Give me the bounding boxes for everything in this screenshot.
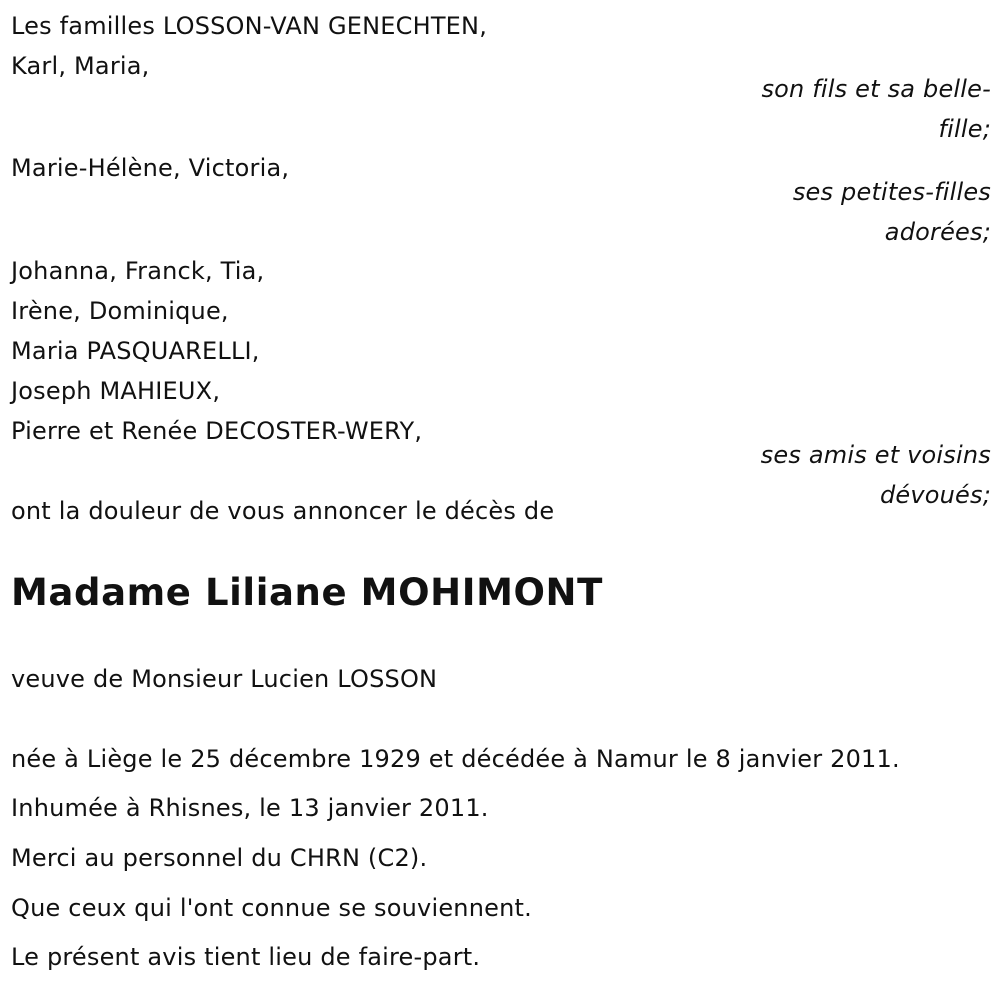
granddaughters-relation-line-2: adorées; [884, 218, 991, 246]
detail-line: Inhumée à Rhisnes, le 13 janvier 2011. [11, 794, 489, 822]
granddaughters-names: Marie-Hélène, Victoria, [11, 154, 290, 182]
friends-relation-line-1: ses amis et voisins [760, 441, 991, 469]
friend-name: Johanna, Franck, Tia, [11, 257, 265, 285]
son-names: Karl, Maria, [11, 52, 150, 80]
detail-line: Que ceux qui l'ont connue se souviennent. [11, 894, 532, 922]
announcement-text: ont la douleur de vous annoncer le décès de [11, 497, 555, 525]
families-heading: Les familles LOSSON-VAN GENECHTEN, [11, 12, 488, 40]
granddaughters-relation [731, 172, 991, 252]
friend-name: Maria PASQUARELLI, [11, 337, 260, 365]
friends-relation-line-2: dévoués; [879, 481, 991, 509]
son-relation-line-1: son fils et sa belle- [761, 75, 991, 103]
detail-line: Le présent avis tient lieu de faire-part. [11, 943, 481, 971]
detail-line: Merci au personnel du CHRN (C2). [11, 844, 428, 872]
friend-name: Joseph MAHIEUX, [11, 377, 221, 405]
friend-name: Pierre et Renée DECOSTER-WERY, [11, 417, 423, 445]
son-relation-line-2: fille; [938, 115, 991, 143]
detail-line: née à Liège le 25 décembre 1929 et décédée à Namur le 8 janvier 2011. [11, 745, 900, 773]
friends-relation [731, 435, 991, 515]
granddaughters-relation-line-1: ses petites-filles [792, 178, 991, 206]
friend-name: Irène, Dominique, [11, 297, 229, 325]
deceased-name: Madame Liliane MOHIMONT [11, 571, 603, 614]
son-relation [731, 69, 991, 149]
widow-of: veuve de Monsieur Lucien LOSSON [11, 665, 438, 693]
